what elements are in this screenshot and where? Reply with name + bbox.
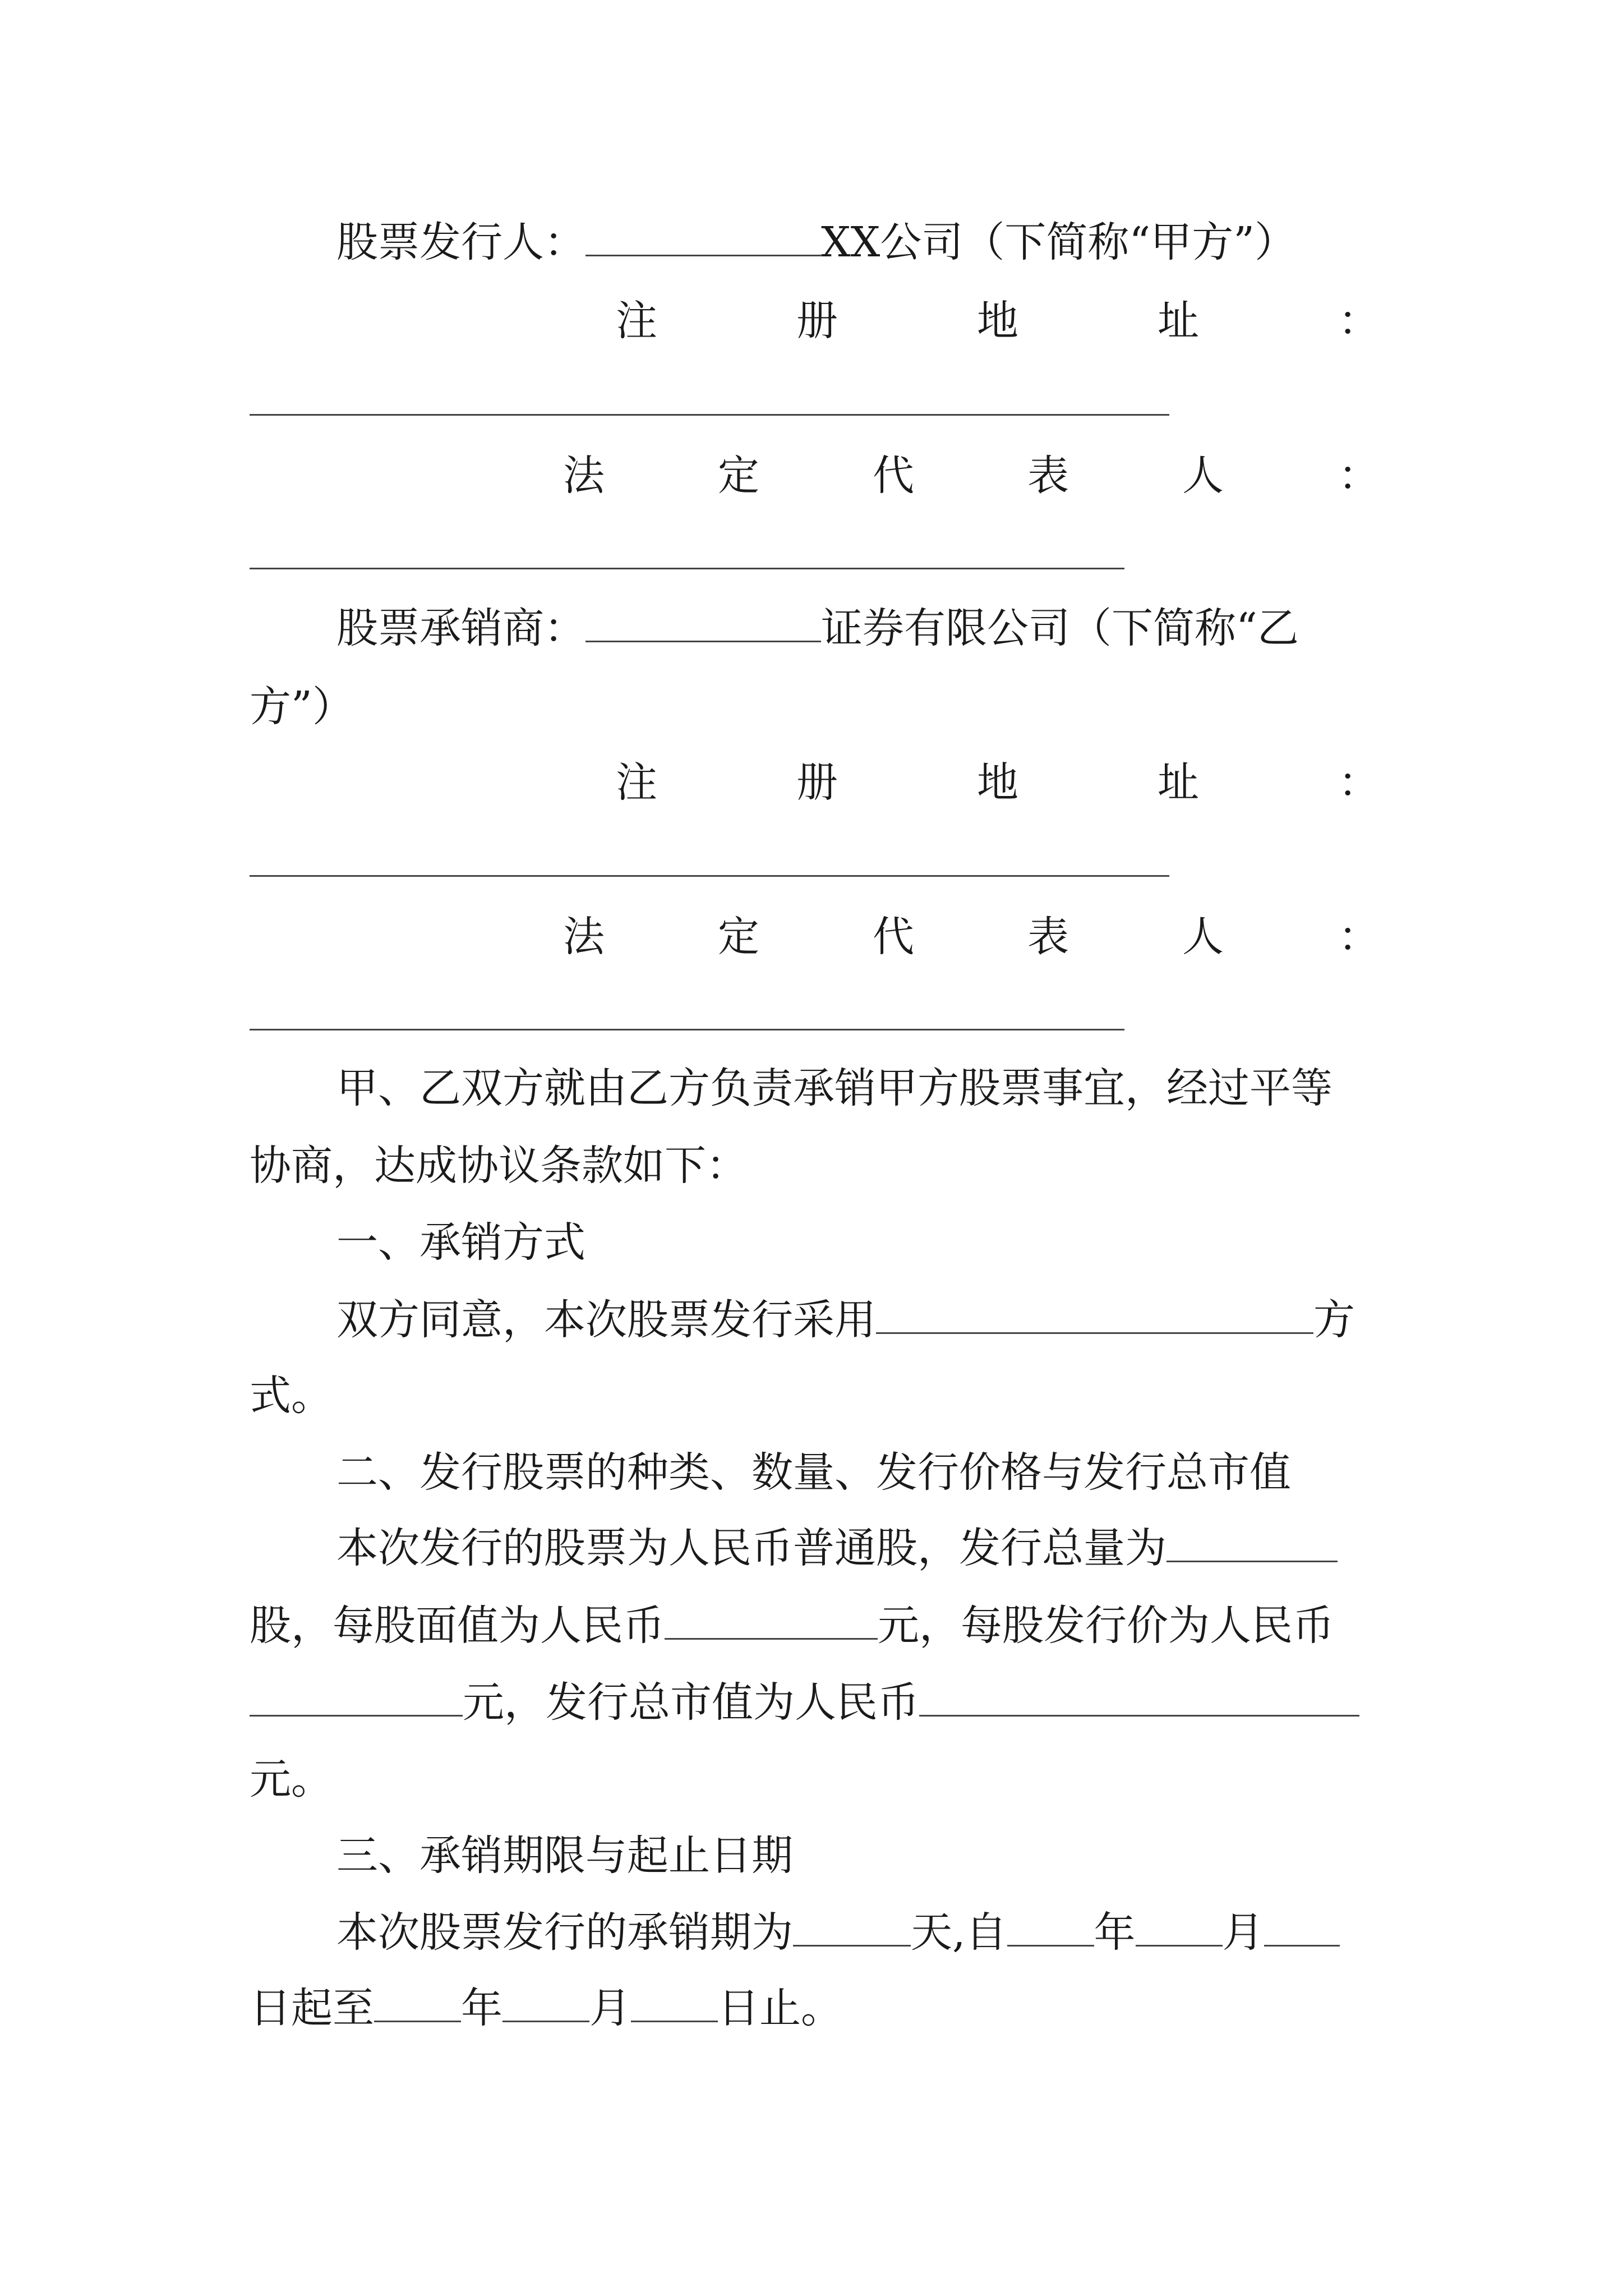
underwriter-name-blank[interactable] bbox=[585, 600, 821, 642]
underwriter-rep-blank[interactable] bbox=[250, 1029, 1124, 1030]
issue-price-blank[interactable] bbox=[250, 1674, 463, 1717]
issuer-suffix: XX公司（下简称“甲方”） bbox=[821, 218, 1297, 266]
end-day-blank[interactable] bbox=[631, 1980, 718, 2022]
section2-line-3 bbox=[250, 1669, 1377, 1736]
label-char: 表 bbox=[1027, 452, 1069, 500]
issuer-rep-label bbox=[0, 442, 1623, 509]
section3-text: 年 bbox=[1094, 1908, 1136, 1957]
label-char: 址 bbox=[1158, 758, 1199, 807]
section2-line-2 bbox=[250, 1592, 1377, 1659]
label-char: ： bbox=[1338, 758, 1380, 807]
issuer-address-label bbox=[0, 287, 1623, 355]
label-char: 代 bbox=[873, 913, 914, 961]
start-year-blank[interactable] bbox=[1007, 1904, 1094, 1947]
section3-text: 日止。 bbox=[718, 1984, 842, 2032]
section2-text: 元，每股发行价为人民币 bbox=[878, 1602, 1334, 1650]
section2-line-4: 元。 bbox=[250, 1755, 333, 1803]
underwriter-line bbox=[336, 595, 1377, 662]
section1-text-after: 方 bbox=[1313, 1296, 1355, 1344]
label-char: ： bbox=[1338, 297, 1380, 345]
period-days-blank[interactable] bbox=[793, 1904, 911, 1947]
label-char: 表 bbox=[1027, 913, 1069, 961]
underwriter-rep-label bbox=[0, 903, 1623, 970]
intro-line-2: 协商，达成协议条款如下： bbox=[250, 1142, 748, 1190]
issuer-line bbox=[336, 209, 1377, 276]
label-char: 代 bbox=[873, 452, 914, 500]
label-char: ： bbox=[1338, 913, 1380, 961]
label-char: 册 bbox=[796, 758, 838, 807]
section2-text: 元，发行总市值为人民币 bbox=[463, 1678, 919, 1727]
section1-line-1 bbox=[336, 1286, 1377, 1354]
label-char: 地 bbox=[977, 297, 1018, 345]
label-char: 人 bbox=[1182, 913, 1224, 961]
issuer-name-blank[interactable] bbox=[585, 214, 821, 256]
label-char: 注 bbox=[616, 758, 657, 807]
label-char: 册 bbox=[796, 297, 838, 345]
label-char: ： bbox=[1338, 452, 1380, 500]
underwriter-continuation: 方”） bbox=[250, 683, 354, 731]
section1-text: 双方同意，本次股票发行采用 bbox=[336, 1296, 876, 1344]
issuer-label: 股票发行人： bbox=[336, 218, 585, 266]
label-char: 人 bbox=[1182, 452, 1224, 500]
section3-text: 月 bbox=[589, 1984, 631, 2032]
section3-title: 三、承销期限与起止日期 bbox=[336, 1832, 793, 1880]
label-char: 注 bbox=[616, 297, 657, 345]
underwriter-label: 股票承销商： bbox=[336, 604, 585, 652]
label-char: 址 bbox=[1158, 297, 1199, 345]
section2-title: 二、发行股票的种类、数量、发行价格与发行总市值 bbox=[336, 1448, 1291, 1497]
issuer-address-blank[interactable] bbox=[250, 414, 1169, 416]
underwriter-address-blank[interactable] bbox=[250, 875, 1169, 877]
section2-text: 本次发行的股票为人民币普通股，发行总量为 bbox=[336, 1524, 1166, 1572]
section3-text: 天,自 bbox=[911, 1908, 1007, 1957]
section1-line-2: 式。 bbox=[250, 1372, 333, 1420]
total-market-value-blank[interactable] bbox=[919, 1674, 1359, 1717]
label-char: 法 bbox=[563, 913, 605, 961]
total-shares-blank[interactable] bbox=[1166, 1520, 1338, 1562]
issuer-rep-blank[interactable] bbox=[250, 568, 1124, 569]
section3-line-2 bbox=[250, 1975, 1377, 2042]
start-day-blank[interactable] bbox=[1264, 1904, 1340, 1947]
section2-text: 股，每股面值为人民币 bbox=[250, 1602, 665, 1650]
intro-line-1: 甲、乙双方就由乙方负责承销甲方股票事宜，经过平等 bbox=[336, 1064, 1332, 1112]
underwriter-address-label bbox=[0, 749, 1623, 816]
par-value-blank[interactable] bbox=[665, 1598, 878, 1640]
underwriting-method-blank[interactable] bbox=[876, 1292, 1313, 1334]
section2-line-1 bbox=[336, 1515, 1377, 1582]
section3-text: 年 bbox=[461, 1984, 502, 2032]
label-char: 法 bbox=[563, 452, 605, 500]
underwriter-suffix: 证券有限公司（下简称“乙 bbox=[821, 604, 1299, 652]
label-char: 定 bbox=[718, 913, 759, 961]
section3-text: 月 bbox=[1222, 1908, 1264, 1957]
section3-text: 本次股票发行的承销期为 bbox=[336, 1908, 793, 1957]
section3-line-1 bbox=[336, 1899, 1377, 1966]
end-year-blank[interactable] bbox=[374, 1980, 461, 2022]
start-month-blank[interactable] bbox=[1136, 1904, 1223, 1947]
section3-text: 日起至 bbox=[250, 1984, 374, 2032]
section1-title: 一、承销方式 bbox=[336, 1218, 585, 1267]
end-month-blank[interactable] bbox=[502, 1980, 589, 2022]
label-char: 定 bbox=[718, 452, 759, 500]
label-char: 地 bbox=[977, 758, 1018, 807]
